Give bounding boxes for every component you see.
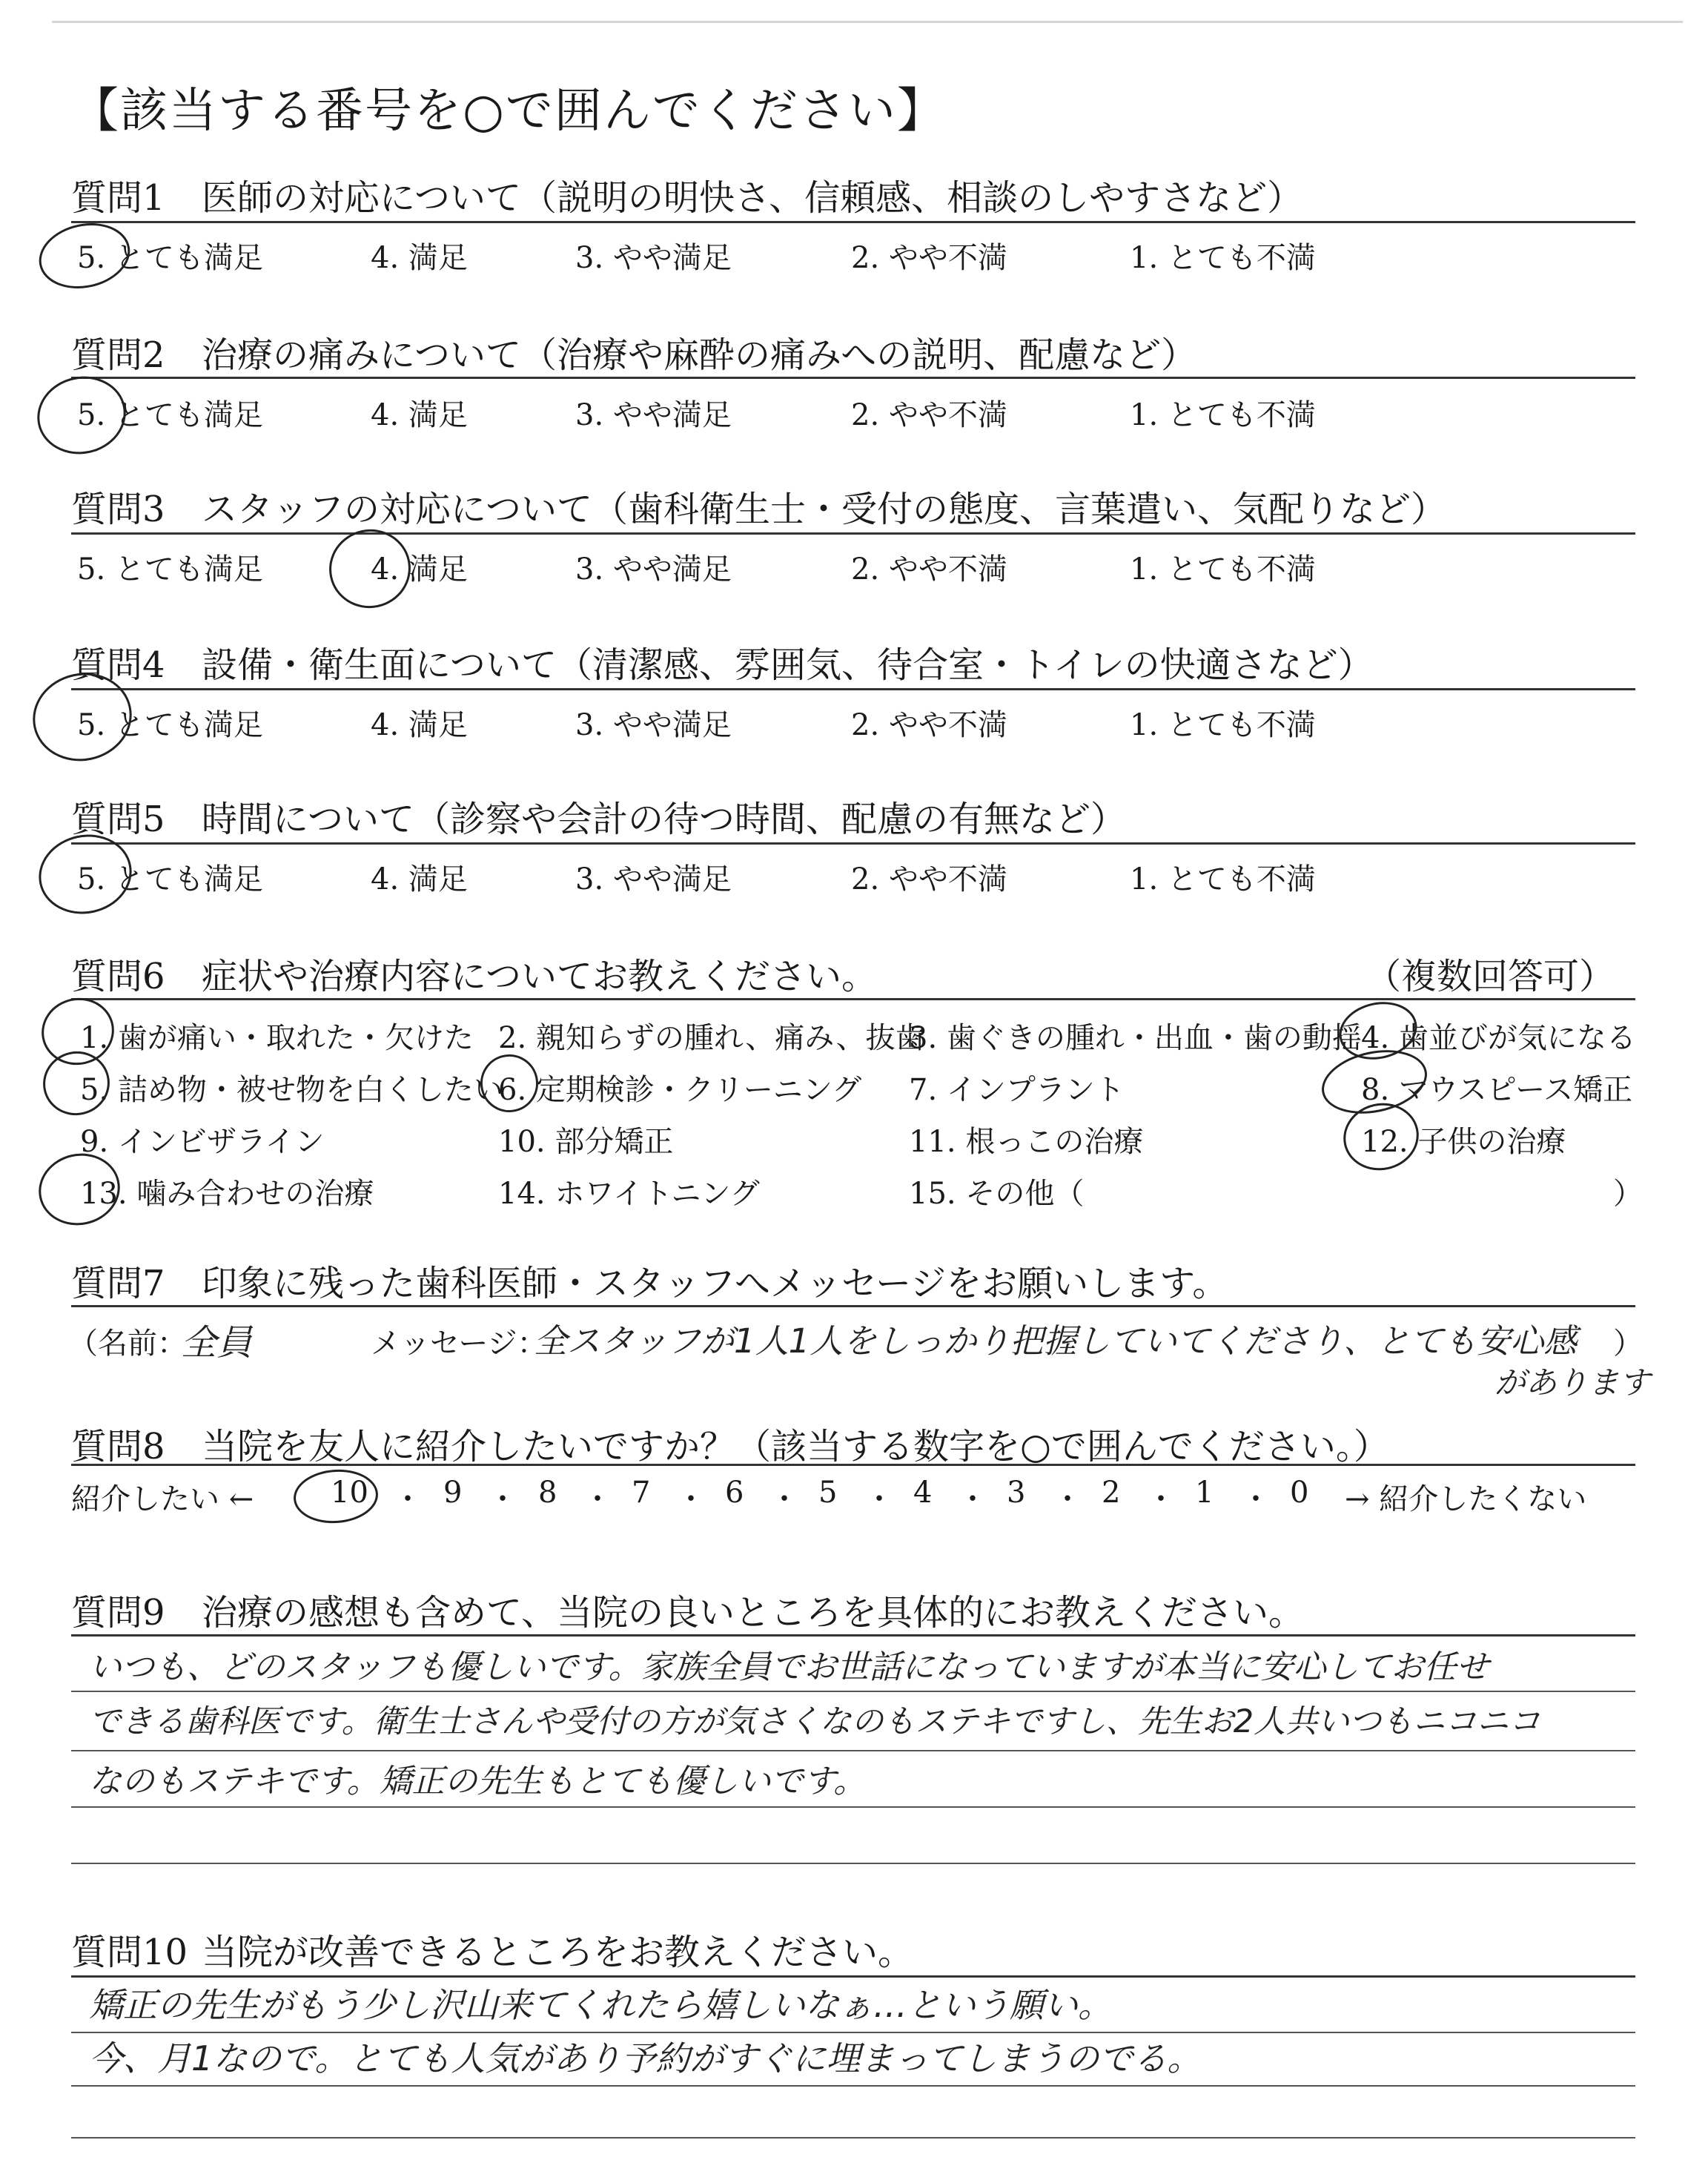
name-value[interactable]: 全員 bbox=[181, 1322, 253, 1364]
multiple-answer-note: （複数回答可） bbox=[1366, 956, 1615, 997]
q3-option-5[interactable]: 5. とても満足 bbox=[77, 552, 263, 587]
q10-answer-line-1[interactable]: 矯正の先生がもう少し沢山来てくれたら嬉しいなぁ…という願い。 bbox=[89, 1985, 1112, 2025]
scale-5[interactable]: 5 bbox=[818, 1476, 838, 1510]
question-text: 当院を友人に紹介したいですか？（該当する数字を○で囲んでください。） bbox=[202, 1426, 1389, 1467]
recommend-right-label: → 紹介したくない bbox=[1345, 1482, 1587, 1516]
question-6-rule bbox=[71, 998, 1635, 1000]
q6-option-11[interactable]: 11. 根っこの治療 bbox=[909, 1125, 1144, 1159]
scale-8[interactable]: 8 bbox=[538, 1476, 557, 1510]
question-number: 質問3 bbox=[71, 489, 165, 530]
q6-option-12[interactable]: 12. 子供の治療 bbox=[1361, 1125, 1566, 1159]
q4-option-2[interactable]: 2. やや不満 bbox=[851, 708, 1007, 742]
scale-dot: ・ bbox=[583, 1482, 612, 1516]
q3-option-3[interactable]: 3. やや満足 bbox=[575, 552, 732, 587]
scale-dot: ・ bbox=[958, 1482, 987, 1516]
question-text: 医師の対応について（説明の明快さ、信頼感、相談のしやすさなど） bbox=[202, 177, 1303, 219]
question-4-heading bbox=[71, 636, 1635, 687]
answer-line bbox=[71, 1806, 1635, 1808]
scale-9[interactable]: 9 bbox=[443, 1476, 463, 1510]
q6-circle-5 bbox=[37, 1046, 116, 1122]
q3-option-2[interactable]: 2. やや不満 bbox=[851, 552, 1007, 587]
q2-option-4[interactable]: 4. 満足 bbox=[371, 398, 468, 432]
q5-option-3[interactable]: 3. やや満足 bbox=[575, 862, 732, 896]
message-value[interactable]: 全スタッフが1人1人をしっかり把握していてくださり、とても安心感 bbox=[534, 1321, 1578, 1361]
q9-answer-line-3[interactable]: なのもステキです。矯正の先生もとても優しいです。 bbox=[89, 1763, 867, 1800]
q6-option-10[interactable]: 10. 部分矯正 bbox=[498, 1125, 674, 1159]
answer-line bbox=[71, 2137, 1635, 2138]
question-2-rule bbox=[71, 377, 1635, 379]
q5-option-5[interactable]: 5. とても満足 bbox=[77, 862, 263, 896]
q9-answer-line-1[interactable]: いつも、どのスタッフも優しいです。家族全員でお世話になっていますが本当に安心してお任せ bbox=[89, 1648, 1489, 1686]
q1-selection-circle bbox=[33, 215, 136, 297]
question-number: 質問1 bbox=[71, 177, 165, 219]
q1-option-4[interactable]: 4. 満足 bbox=[371, 241, 468, 275]
q6-option-14[interactable]: 14. ホワイトニング bbox=[498, 1177, 760, 1211]
scale-10[interactable]: 10 bbox=[331, 1476, 368, 1510]
question-1-rule bbox=[71, 221, 1635, 223]
page-title: 【該当する番号を○で囲んでください】 bbox=[71, 84, 946, 139]
question-number: 質問2 bbox=[71, 334, 165, 376]
q10-answer-line-2[interactable]: 今、月1なので。とても人気があり予約がすぐに埋まってしまうのでる。 bbox=[89, 2038, 1202, 2078]
question-text: 治療の感想も含めて、当院の良いところを具体的にお教えください。 bbox=[202, 1592, 1305, 1634]
q6-option-2[interactable]: 2. 親知らずの腫れ、痛み、抜歯 bbox=[498, 1021, 925, 1055]
scale-4[interactable]: 4 bbox=[913, 1476, 933, 1510]
question-8-rule bbox=[71, 1464, 1635, 1466]
q4-option-1[interactable]: 1. とても不満 bbox=[1130, 708, 1316, 742]
q1-option-1[interactable]: 1. とても不満 bbox=[1130, 241, 1316, 275]
question-3-rule bbox=[71, 532, 1635, 535]
question-text: 設備・衛生面について（清潔感、雰囲気、待合室・トイレの快適さなど） bbox=[202, 644, 1374, 686]
q9-answer-line-2[interactable]: できる歯科医です。衛生士さんや受付の方が気さくなのもステキですし、先生お2人共いつもニコニコ bbox=[89, 1703, 1541, 1740]
q6-option-8[interactable]: 8. マウスピース矯正 bbox=[1361, 1073, 1633, 1107]
scale-3[interactable]: 3 bbox=[1007, 1476, 1026, 1510]
question-text: 症状や治療内容についてお教えください。 bbox=[202, 956, 878, 997]
question-number: 質問5 bbox=[71, 799, 165, 840]
question-7-heading bbox=[71, 1255, 1635, 1306]
q1-option-3[interactable]: 3. やや満足 bbox=[575, 241, 732, 275]
q1-option-5[interactable]: 5. とても満足 bbox=[77, 241, 263, 275]
q2-option-1[interactable]: 1. とても不満 bbox=[1130, 398, 1316, 432]
question-number: 質問4 bbox=[71, 644, 165, 686]
question-number: 質問9 bbox=[71, 1592, 165, 1634]
q4-option-3[interactable]: 3. やや満足 bbox=[575, 708, 732, 742]
question-text: 印象に残った歯科医師・スタッフへメッセージをお願いします。 bbox=[202, 1263, 1228, 1304]
question-number: 質問6 bbox=[71, 956, 165, 997]
scale-dot: ・ bbox=[676, 1482, 706, 1516]
scale-dot: ・ bbox=[769, 1482, 799, 1516]
q5-option-2[interactable]: 2. やや不満 bbox=[851, 862, 1007, 896]
question-10-heading bbox=[71, 1923, 1635, 1975]
scale-1[interactable]: 1 bbox=[1195, 1476, 1214, 1510]
q6-option-7[interactable]: 7. インプラント bbox=[909, 1073, 1125, 1107]
scale-dot: ・ bbox=[488, 1482, 517, 1516]
q6-option-9[interactable]: 9. インビザライン bbox=[80, 1125, 325, 1159]
scale-dot: ・ bbox=[1053, 1482, 1082, 1516]
scale-dot: ・ bbox=[1241, 1482, 1271, 1516]
q6-option-1[interactable]: 1. 歯が痛い・取れた・欠けた bbox=[80, 1021, 474, 1055]
question-2-heading bbox=[71, 326, 1635, 377]
q1-option-2[interactable]: 2. やや不満 bbox=[851, 241, 1007, 275]
question-5-heading bbox=[71, 790, 1635, 842]
q3-selection-circle bbox=[322, 522, 418, 616]
message-close-paren: ） bbox=[1613, 1327, 1643, 1361]
scale-0[interactable]: 0 bbox=[1290, 1476, 1309, 1510]
scale-dot: ・ bbox=[1146, 1482, 1176, 1516]
question-9-heading bbox=[71, 1584, 1635, 1635]
q4-option-5[interactable]: 5. とても満足 bbox=[77, 708, 263, 742]
q4-option-4[interactable]: 4. 満足 bbox=[371, 708, 468, 742]
message-label: メッセージ： bbox=[371, 1327, 547, 1361]
q5-option-4[interactable]: 4. 満足 bbox=[371, 862, 468, 896]
q2-option-2[interactable]: 2. やや不満 bbox=[851, 398, 1007, 432]
question-10-rule bbox=[71, 1975, 1635, 1978]
question-number: 質問7 bbox=[71, 1263, 165, 1304]
answer-line bbox=[71, 1691, 1635, 1692]
name-label: （名前： bbox=[68, 1327, 187, 1361]
question-5-rule bbox=[71, 842, 1635, 845]
q5-option-1[interactable]: 1. とても不満 bbox=[1130, 862, 1316, 896]
top-border bbox=[52, 21, 1683, 23]
question-text: 時間について（診察や会計の待つ時間、配慮の有無など） bbox=[202, 799, 1127, 840]
question-text: 当院が改善できるところをお教えください。 bbox=[202, 1932, 914, 1973]
question-text: 治療の痛みについて（治療や麻酔の痛みへの説明、配慮など） bbox=[202, 334, 1197, 376]
question-number: 質問8 bbox=[71, 1426, 165, 1467]
scale-dot: ・ bbox=[393, 1482, 423, 1516]
scale-dot: ・ bbox=[864, 1482, 894, 1516]
message-continuation[interactable]: があります bbox=[1494, 1364, 1651, 1401]
question-8-heading bbox=[71, 1418, 1635, 1469]
q6-option-5[interactable]: 5. 詰め物・被せ物を白くしたい bbox=[80, 1073, 503, 1107]
question-text: スタッフの対応について（歯科衛生士・受付の態度、言葉遣い、気配りなど） bbox=[202, 489, 1447, 530]
question-4-rule bbox=[71, 688, 1635, 690]
q6-option-3[interactable]: 3. 歯ぐきの腫れ・出血・歯の動揺 bbox=[909, 1021, 1362, 1055]
scale-2[interactable]: 2 bbox=[1102, 1476, 1121, 1510]
q6-option-4[interactable]: 4. 歯並びが気になる bbox=[1361, 1021, 1636, 1055]
answer-line bbox=[71, 1750, 1635, 1751]
question-number: 質問10 bbox=[71, 1932, 188, 1973]
question-7-rule bbox=[71, 1305, 1635, 1307]
question-1-heading bbox=[71, 169, 1635, 220]
q6-other-close-paren: ） bbox=[1613, 1177, 1643, 1211]
scale-7[interactable]: 7 bbox=[632, 1476, 651, 1510]
q2-selection-circle bbox=[30, 369, 133, 463]
q3-option-4[interactable]: 4. 満足 bbox=[371, 552, 468, 587]
q6-option-15[interactable]: 15. その他（ bbox=[909, 1177, 1085, 1211]
answer-line bbox=[71, 2085, 1635, 2087]
q2-option-3[interactable]: 3. やや満足 bbox=[575, 398, 732, 432]
q6-option-6[interactable]: 6. 定期検診・クリーニング bbox=[498, 1073, 862, 1107]
answer-line bbox=[71, 1863, 1635, 1864]
q2-option-5[interactable]: 5. とても満足 bbox=[77, 398, 263, 432]
question-3-heading bbox=[71, 480, 1635, 532]
q3-option-1[interactable]: 1. とても不満 bbox=[1130, 552, 1316, 587]
recommend-left-label: 紹介したい ← bbox=[71, 1482, 254, 1516]
q6-option-13[interactable]: 13. 噛み合わせの治療 bbox=[80, 1177, 374, 1211]
scale-6[interactable]: 6 bbox=[725, 1476, 744, 1510]
question-9-rule bbox=[71, 1634, 1635, 1636]
